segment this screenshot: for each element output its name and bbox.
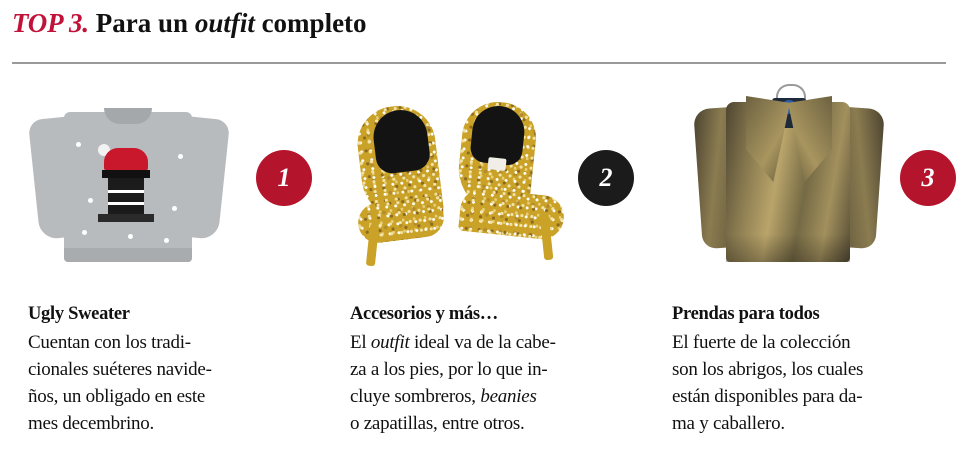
item-body-1 bbox=[28, 330, 278, 438]
item-body-1-line4: mes decembrino. bbox=[28, 412, 155, 434]
page-title-part1: Para un bbox=[95, 8, 195, 38]
santa-legs-stripe2-icon bbox=[108, 202, 144, 205]
santa-legs-icon bbox=[108, 178, 144, 214]
snowflake-icon bbox=[128, 234, 133, 239]
items-row bbox=[0, 78, 958, 450]
snowflake-icon bbox=[178, 154, 183, 159]
glitter-heels-photo bbox=[350, 78, 580, 268]
santa-legs-stripe-icon bbox=[108, 190, 144, 193]
item-caption-1 bbox=[28, 304, 278, 438]
item-card-3 bbox=[672, 78, 958, 434]
page-title-italic: outfit bbox=[194, 8, 255, 38]
item-figure-2 bbox=[350, 78, 640, 268]
snowflake-icon bbox=[82, 230, 87, 235]
item-body-2-line3 bbox=[350, 384, 600, 411]
item-body-2-line3-italic: beanies bbox=[480, 385, 537, 407]
item-body-2-line1a: El bbox=[350, 332, 371, 353]
item-body-3 bbox=[672, 330, 922, 438]
item-body-1-line2: cionales suéteres navide- bbox=[28, 358, 212, 380]
item-title-3: Prendas para todos bbox=[672, 304, 820, 324]
blazer-illustration bbox=[690, 84, 890, 268]
item-body-2 bbox=[350, 330, 600, 438]
item-figure-1 bbox=[28, 78, 318, 268]
rank-badge-3: 3 bbox=[900, 150, 956, 206]
blazer-shadow bbox=[726, 234, 850, 262]
item-body-1-line1: Cuentan con los tradi- bbox=[28, 332, 191, 353]
item-card-1 bbox=[28, 78, 318, 434]
page-title bbox=[96, 8, 367, 39]
item-caption-3 bbox=[672, 304, 922, 438]
item-figure-3 bbox=[672, 78, 958, 268]
snowflake-icon bbox=[164, 238, 169, 243]
item-body-3-line2: son los abrigos, los cuales bbox=[672, 358, 864, 380]
santa-hat-icon bbox=[104, 148, 148, 170]
item-card-2 bbox=[350, 78, 640, 434]
item-body-2-line1 bbox=[350, 330, 600, 357]
item-title-2: Accesorios y más… bbox=[350, 304, 499, 324]
item-body-2-line1-italic: outfit bbox=[370, 332, 410, 353]
page-header bbox=[12, 8, 946, 48]
snowflake-icon bbox=[172, 206, 177, 211]
gold-blazer-photo bbox=[672, 78, 902, 268]
item-body-2-line2: za a los pies, por lo que in- bbox=[350, 358, 548, 380]
heels-illustration bbox=[356, 96, 578, 268]
sweater-illustration bbox=[32, 102, 228, 270]
santa-belt-icon bbox=[102, 170, 150, 178]
chimney-icon bbox=[98, 214, 154, 222]
rank-badge-2: 2 bbox=[578, 150, 634, 206]
page-title-part2: completo bbox=[254, 8, 367, 38]
shoe-inner-label bbox=[487, 157, 506, 171]
sweater-hem bbox=[64, 248, 192, 262]
item-body-3-line3: están disponibles para da- bbox=[672, 385, 863, 407]
item-title-1: Ugly Sweater bbox=[28, 304, 130, 324]
item-body-1-line3: ños, un obligado en este bbox=[28, 385, 206, 407]
header-divider bbox=[12, 62, 946, 64]
item-caption-2 bbox=[350, 304, 600, 438]
item-body-3-line4: ma y caballero. bbox=[672, 412, 785, 434]
ugly-sweater-photo bbox=[28, 78, 258, 268]
rank-badge-1: 1 bbox=[256, 150, 312, 206]
item-body-3-line1: El fuerte de la colección bbox=[672, 332, 851, 353]
item-body-2-line3a: cluye sombreros, bbox=[350, 385, 481, 407]
snowflake-icon bbox=[76, 142, 81, 147]
snowflake-icon bbox=[88, 198, 93, 203]
kicker-top3: TOP 3. bbox=[12, 8, 89, 38]
item-body-2-line1b: ideal va de la cabe- bbox=[409, 332, 556, 353]
item-body-2-line4: o zapatillas, entre otros. bbox=[350, 412, 525, 434]
